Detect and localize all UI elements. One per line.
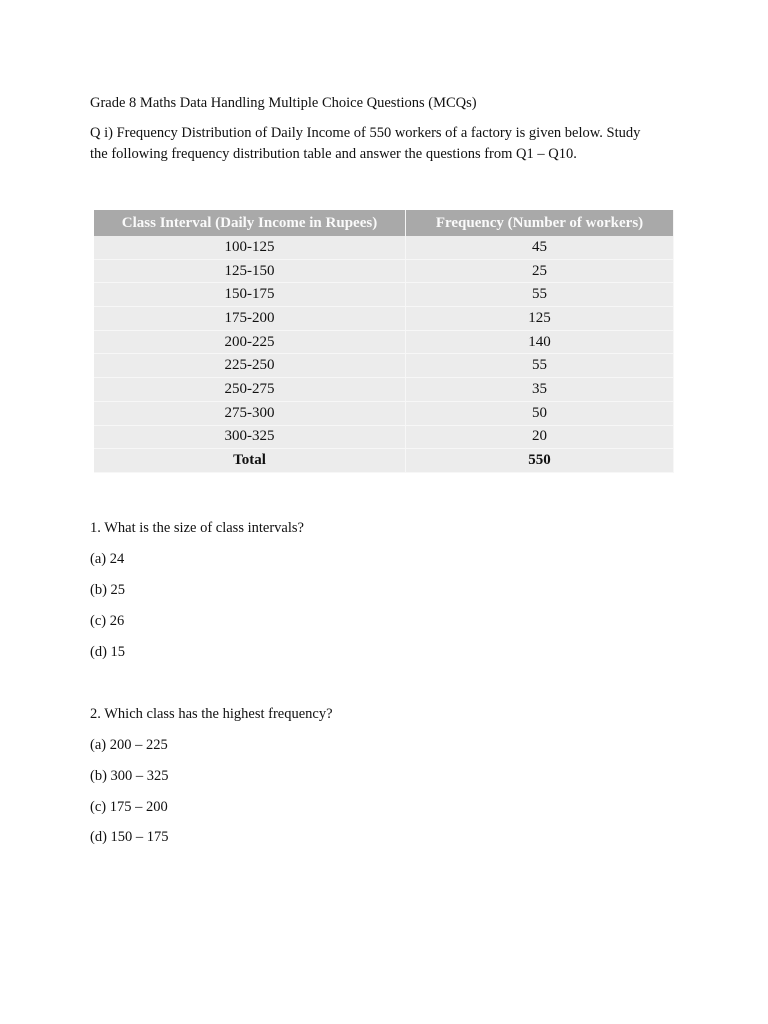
- table-row: [94, 259, 674, 283]
- table-row: [94, 425, 674, 449]
- table-row: [94, 354, 674, 378]
- table-row: [94, 236, 674, 259]
- class-interval-cell: 300-325: [94, 425, 406, 449]
- class-interval-cell: 200-225: [94, 330, 406, 354]
- q2-option-d: (d) 150 – 175: [90, 829, 169, 845]
- total-label: Total: [94, 449, 406, 473]
- class-interval-cell: 100-125: [94, 236, 406, 259]
- frequency-cell: 50: [406, 401, 674, 425]
- frequency-cell: 55: [406, 354, 674, 378]
- frequency-table: [94, 210, 674, 473]
- intro-paragraph: [90, 123, 680, 165]
- q2-option-a: (a) 200 – 225: [90, 737, 168, 753]
- class-interval-cell: 150-175: [94, 283, 406, 307]
- intro-line-2: the following frequency distribution table and answer the questions from Q1 – Q10.: [90, 146, 577, 162]
- table-row: [94, 401, 674, 425]
- header-frequency: Frequency (Number of workers): [406, 210, 674, 236]
- intro-line-1: Q i) Frequency Distribution of Daily Income of 550 workers of a factory is given below. Study: [90, 125, 641, 141]
- table-row: [94, 307, 674, 331]
- q1-option-a: (a) 24: [90, 551, 125, 567]
- question-2: 2. Which class has the highest frequency?: [90, 706, 333, 722]
- q1-option-d: (d) 15: [90, 644, 126, 660]
- frequency-cell: 55: [406, 283, 674, 307]
- table-row: [94, 378, 674, 402]
- class-interval-cell: 275-300: [94, 401, 406, 425]
- frequency-cell: 20: [406, 425, 674, 449]
- q1-option-b: (b) 25: [90, 582, 126, 598]
- table-row: [94, 330, 674, 354]
- q2-option-b: (b) 300 – 325: [90, 768, 169, 784]
- frequency-cell: 140: [406, 330, 674, 354]
- table-header-row: [94, 210, 674, 236]
- frequency-cell: 35: [406, 378, 674, 402]
- table-row: [94, 283, 674, 307]
- total-value: 550: [406, 449, 674, 473]
- page-title: Grade 8 Maths Data Handling Multiple Choice Questions (MCQs): [90, 95, 477, 111]
- q1-option-c: (c) 26: [90, 613, 125, 629]
- class-interval-cell: 175-200: [94, 307, 406, 331]
- frequency-cell: 25: [406, 259, 674, 283]
- table-total-row: [94, 449, 674, 473]
- header-class-interval: Class Interval (Daily Income in Rupees): [94, 210, 406, 236]
- question-1: 1. What is the size of class intervals?: [90, 520, 304, 536]
- q2-option-c: (c) 175 – 200: [90, 799, 168, 815]
- class-interval-cell: 250-275: [94, 378, 406, 402]
- class-interval-cell: 125-150: [94, 259, 406, 283]
- frequency-cell: 45: [406, 236, 674, 259]
- class-interval-cell: 225-250: [94, 354, 406, 378]
- frequency-cell: 125: [406, 307, 674, 331]
